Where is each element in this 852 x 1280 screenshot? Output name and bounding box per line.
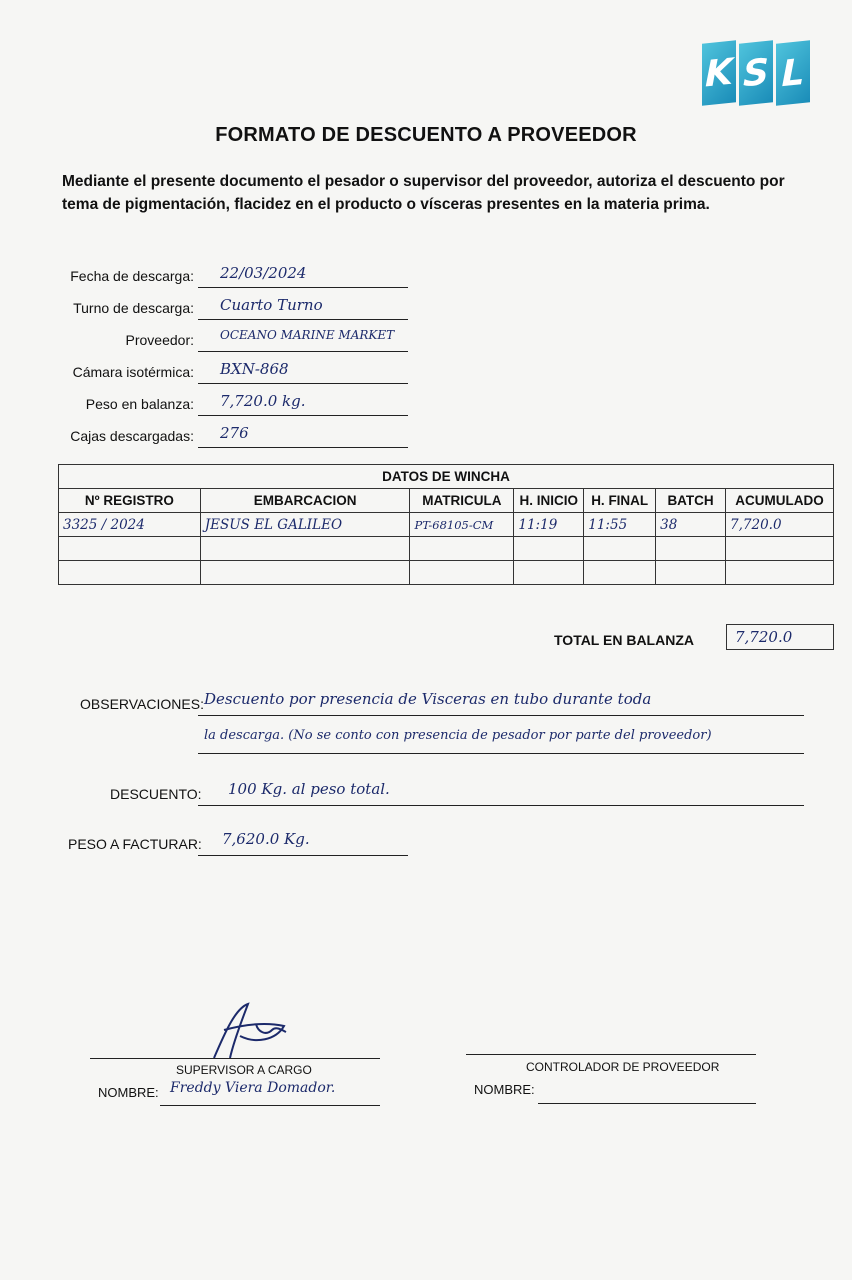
ksl-logo <box>702 42 810 104</box>
observaciones-label: OBSERVACIONES: <box>80 696 204 712</box>
peso-facturar-label: PESO A FACTURAR: <box>68 836 202 852</box>
field-proveedor <box>40 322 408 352</box>
col-header: BATCH <box>656 489 726 513</box>
controlador-signature-line <box>466 1054 756 1055</box>
observaciones-line-1: Descuento por presencia de Visceras en tubo durante toda <box>198 690 804 716</box>
total-balanza-label: TOTAL EN BALANZA <box>554 632 694 648</box>
wincha-table <box>58 464 834 585</box>
wincha-caption: DATOS DE WINCHA <box>59 465 834 489</box>
total-balanza-value: 7,720.0 <box>726 624 834 650</box>
field-label: Peso en balanza: <box>85 396 194 412</box>
supervisor-caption: SUPERVISOR A CARGO <box>176 1063 312 1077</box>
logo-letter-s: S <box>739 40 773 106</box>
supervisor-nombre-value: Freddy Viera Domador. <box>160 1080 380 1106</box>
turno-value: Cuarto Turno <box>198 296 408 320</box>
inicio-cell: 11:19 <box>514 513 584 537</box>
table-row <box>59 561 834 585</box>
field-label: Fecha de descarga: <box>70 268 194 284</box>
col-header: H. INICIO <box>514 489 584 513</box>
observaciones-line-2: la descarga. (No se conto con presencia de pesador por parte del proveedor) <box>198 728 804 754</box>
field-label: Cajas descargadas: <box>70 428 194 444</box>
field-camara <box>40 354 408 384</box>
form-title: FORMATO DE DESCUENTO A PROVEEDOR <box>215 124 637 146</box>
field-label: Proveedor: <box>125 332 194 348</box>
acumulado-cell: 7,720.0 <box>726 513 834 537</box>
field-fecha <box>40 258 408 288</box>
col-header: ACUMULADO <box>726 489 834 513</box>
supervisor-nombre-label: NOMBRE: <box>98 1085 159 1100</box>
proveedor-value: OCEANO MARINE MARKET <box>198 328 408 352</box>
col-header: H. FINAL <box>584 489 656 513</box>
controlador-caption: CONTROLADOR DE PROVEEDOR <box>526 1060 720 1074</box>
table-row <box>59 513 834 537</box>
supervisor-signature <box>196 1000 306 1062</box>
field-label: Cámara isotérmica: <box>72 364 194 380</box>
batch-cell: 38 <box>656 513 726 537</box>
intro-text: Mediante el presente documento el pesador o supervisor del proveedor, autoriza el descuento por tema de pigmentación, flacidez en el producto o vísceras presentes en la materia prima. <box>62 173 785 213</box>
controlador-nombre-line <box>538 1103 756 1104</box>
field-cajas <box>40 418 408 448</box>
final-cell: 11:55 <box>584 513 656 537</box>
matricula-cell: PT-68105-CM <box>410 513 514 537</box>
logo-letter-k: K <box>702 40 736 106</box>
table-row <box>59 537 834 561</box>
embarcacion-cell: JESUS EL GALILEO <box>200 513 410 537</box>
supervisor-signature-line <box>90 1058 380 1059</box>
descuento-value: 100 Kg. al peso total. <box>198 780 804 806</box>
field-peso-balanza <box>40 386 408 416</box>
registro-cell: 3325 / 2024 <box>59 513 201 537</box>
fecha-value: 22/03/2024 <box>198 264 408 288</box>
descuento-label: DESCUENTO: <box>110 786 202 802</box>
peso-balanza-value: 7,720.0 kg. <box>198 392 408 416</box>
cajas-value: 276 <box>198 424 408 448</box>
col-header: Nº REGISTRO <box>59 489 201 513</box>
wincha-header-row <box>59 489 834 513</box>
col-header: MATRICULA <box>410 489 514 513</box>
logo-letter-l: L <box>776 40 810 106</box>
camara-value: BXN-868 <box>198 360 408 384</box>
controlador-nombre-label: NOMBRE: <box>474 1082 535 1097</box>
peso-facturar-value: 7,620.0 Kg. <box>198 830 408 856</box>
field-turno <box>40 290 408 320</box>
field-label: Turno de descarga: <box>73 300 194 316</box>
col-header: EMBARCACION <box>200 489 410 513</box>
